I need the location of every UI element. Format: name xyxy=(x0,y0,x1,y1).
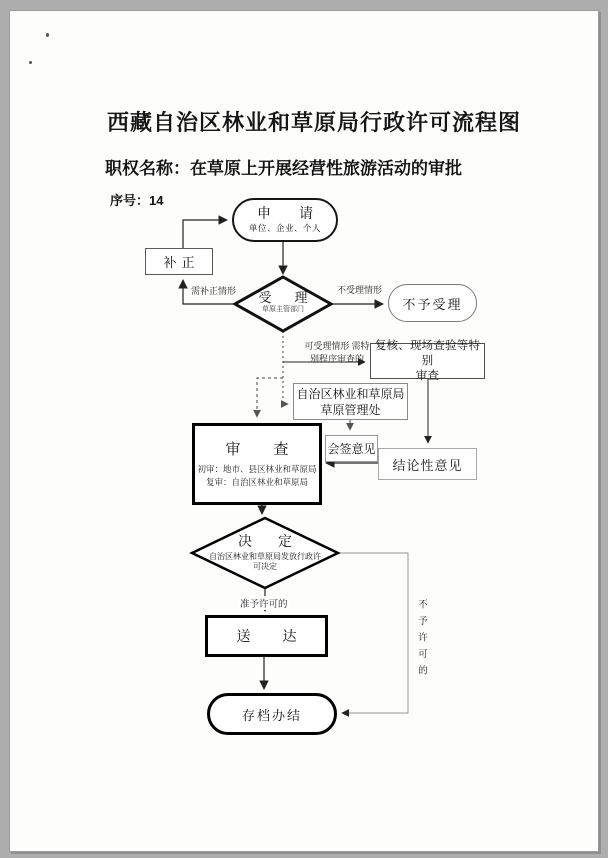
edge-decision-to-archive xyxy=(338,553,408,713)
label-permitted: 准予许可的 xyxy=(239,596,289,610)
archive-label: 存档办结 xyxy=(241,707,302,723)
decision-title: 决 定 xyxy=(238,535,298,550)
node-special-review xyxy=(370,339,485,382)
label-not-accepted: 不受理情形 xyxy=(337,285,383,295)
node-countersign xyxy=(325,435,378,462)
node-review xyxy=(192,423,322,505)
countersign-label: 会签意见 xyxy=(327,442,376,456)
accept-subtitle: 草原主管部门 xyxy=(262,305,304,313)
label-acceptable xyxy=(291,339,383,365)
management-office-line1: 自治区林业和草原局 xyxy=(296,386,405,401)
review-line2: 复审：自治区林业和草原局 xyxy=(205,476,308,487)
label-acceptable-line1: 可受理情形 需特 xyxy=(304,341,370,351)
apply-subtitle: 单位、企业、个人 xyxy=(248,222,321,233)
special-review-line1: 复核、现场查验等特别 xyxy=(374,339,481,367)
review-title: 审 查 xyxy=(225,441,298,458)
node-decision xyxy=(200,534,330,572)
accept-title: 受 理 xyxy=(258,290,313,305)
reject-label: 不予受理 xyxy=(402,296,463,312)
node-correction xyxy=(145,248,213,275)
label-need-correction: 需补正情形 xyxy=(191,286,237,296)
apply-title: 申 请 xyxy=(257,206,320,222)
node-management-office xyxy=(293,383,408,420)
label-not-permitted: 不予许可的 xyxy=(416,599,426,682)
delivery-label: 送 达 xyxy=(236,630,306,645)
authority-name-label: 职权名称：在草原上开展经营性旅游活动的审批 xyxy=(105,159,462,178)
node-archive xyxy=(207,693,337,735)
node-apply xyxy=(232,198,338,242)
node-accept xyxy=(243,290,323,314)
review-line1: 初审：地市、县区林业和草原局 xyxy=(197,463,317,474)
special-review-line2: 审查 xyxy=(415,369,440,382)
management-office-line2: 草原管理处 xyxy=(320,402,381,417)
edge-to-review xyxy=(257,378,283,417)
correction-label: 补正 xyxy=(163,255,200,270)
node-conclusion xyxy=(378,448,477,480)
page-title: 西藏自治区林业和草原局行政许可流程图 xyxy=(106,110,521,135)
decision-line2: 可决定 xyxy=(253,562,277,571)
node-delivery xyxy=(205,615,328,657)
serial-number-label: 序号：14 xyxy=(110,193,164,208)
decision-line1: 自治区林业和草原局发放行政许 xyxy=(209,552,321,561)
conclusion-label: 结论性意见 xyxy=(392,457,463,473)
label-acceptable-line2: 别程序审查的 xyxy=(309,354,364,364)
node-reject xyxy=(388,284,477,322)
edge-correction-to-apply xyxy=(183,220,227,248)
